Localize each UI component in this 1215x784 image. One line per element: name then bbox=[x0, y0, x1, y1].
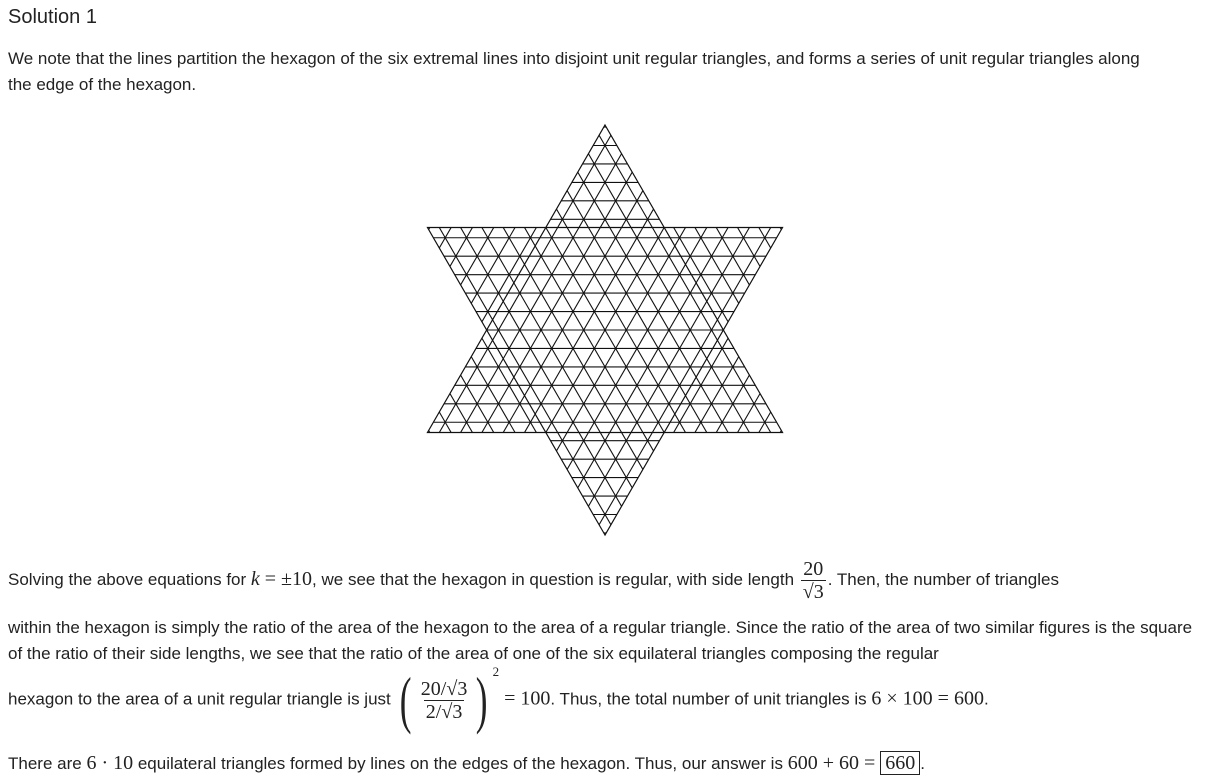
fraction-denominator: √3 bbox=[802, 581, 824, 603]
p2-text-c: . Then, the number of triangles bbox=[827, 569, 1059, 589]
p4-text-b: . Thus, the total number of unit triangles is bbox=[550, 689, 872, 709]
ratio-equals: = 100 bbox=[499, 687, 551, 710]
p5-text-a: There are bbox=[8, 754, 87, 773]
paragraph-intro: We note that the lines partition the hexagon of the six extremal lines into disjoint unit regular triangles, and forms a series of unit regular triangles along the edge of the hexagon. bbox=[8, 49, 1140, 94]
p2-text-a: Solving the above equations for bbox=[8, 569, 251, 589]
side-length-fraction bbox=[801, 558, 826, 603]
p5-text-b: equilateral triangles formed by lines on the edges of the hexagon. Thus, our answer is bbox=[133, 754, 788, 773]
ratio-fraction bbox=[419, 678, 470, 723]
lattice-lines bbox=[420, 118, 790, 542]
star-outline bbox=[427, 228, 782, 536]
k-equation: = ±10 bbox=[259, 567, 313, 590]
star-outline bbox=[427, 125, 782, 433]
paragraph-side-length bbox=[8, 558, 1208, 603]
ratio-expression: ( $\frac{20/√3}{2/√3}$ ) 2 bbox=[395, 668, 499, 732]
ratio-exponent: 2 bbox=[492, 664, 500, 679]
answer-box: 660 bbox=[880, 751, 920, 775]
paragraph-area-ratio bbox=[8, 664, 1208, 735]
star-lattice-figure bbox=[420, 118, 790, 542]
solution-heading: Solution 1 bbox=[8, 6, 97, 28]
paragraph-ratio: within the hexagon is simply the ratio of the area of the hexagon to the area of a regular triangle. Since the ratio of the area of two similar figures is the square of the ratio of their side lengths, we see that the ratio of the area of one of the six equilateral triangles composing the regular bbox=[8, 618, 1193, 663]
p2-text-b: , we see that the hexagon in question is regular, with side length bbox=[312, 569, 799, 589]
paragraph-answer bbox=[8, 750, 1208, 777]
k-variable: k bbox=[250, 567, 260, 590]
sum-expression: 600 + 60 = bbox=[787, 752, 881, 774]
count-expression: 6 · 10 bbox=[86, 752, 134, 774]
ratio-denominator: 2/√3 bbox=[425, 700, 463, 723]
p4-end: . bbox=[983, 689, 989, 709]
ratio-numerator: 20/√3 bbox=[420, 677, 468, 700]
p4-text-a: hexagon to the area of a unit regular triangle is just bbox=[8, 689, 396, 709]
product-expression: 6 × 100 = 600 bbox=[871, 687, 984, 710]
p5-end: . bbox=[920, 754, 925, 773]
fraction-numerator: 20 bbox=[803, 558, 824, 580]
